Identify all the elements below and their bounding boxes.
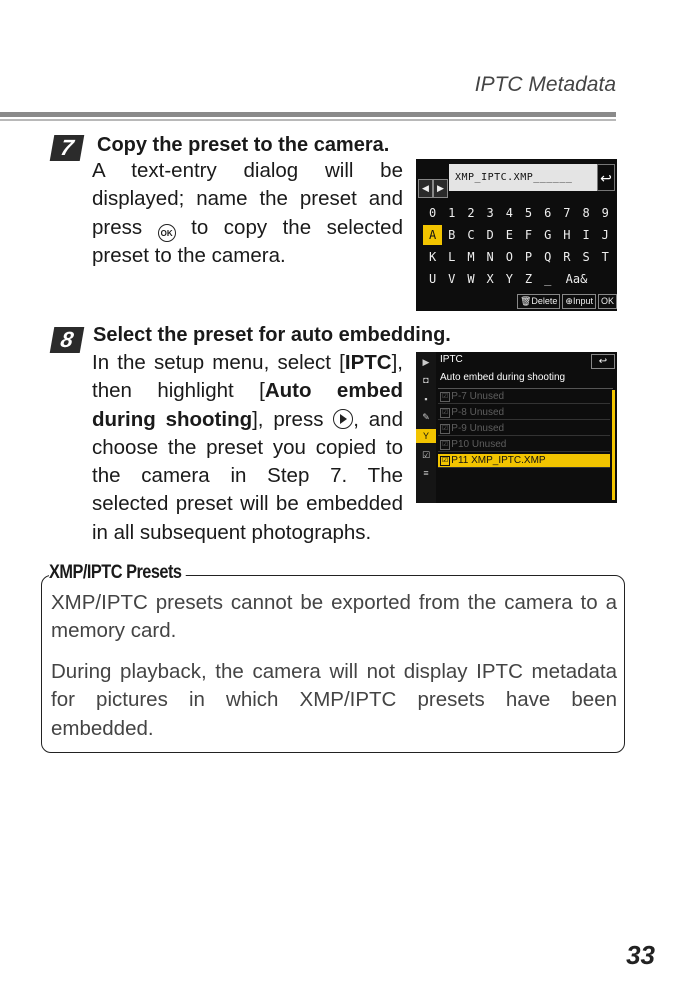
keyboard-row-0 [423,203,615,223]
keyboard-key[interactable]: W [467,272,475,286]
photo-menu-icon[interactable]: ◘ [423,375,429,385]
preset-icon: ☑ [442,393,449,400]
step-8-text-c: ], press [252,407,334,431]
running-head: IPTC Metadata [474,73,616,96]
step-8-body [92,349,403,547]
step-8-title: Select the preset for auto embedding. [93,324,451,346]
note-paragraph-2: During playback, the camera will not display IPTC metadata for pictures in which XMP/IPTC presets have been embedded. [51,660,617,740]
step-8-badge: 8 [50,327,85,353]
keyboard-key[interactable]: Z [524,272,533,286]
back-icon[interactable]: ↩ [597,164,615,191]
preset-icon: ☑ [442,425,449,432]
preset-icon: ☑ [442,409,449,416]
keyboard-key[interactable]: I [582,228,590,242]
keyboard-key[interactable]: L [448,250,456,264]
keyboard-key[interactable]: A [423,225,442,245]
keyboard-key[interactable]: C [467,228,475,242]
preset-label: Unused [469,407,505,418]
preset-row[interactable] [438,390,610,404]
menu-subtitle: Auto embed during shooting [440,372,566,383]
input-button[interactable]: ⊕Input [562,294,596,309]
step-8-text-a: In the setup menu, select [ [92,351,345,374]
preset-icon: ☑ [442,441,449,448]
keyboard-key[interactable]: O [505,250,513,264]
keyboard-footer [484,294,617,309]
page-number: 33 [626,940,655,970]
keyboard-key[interactable]: Aa& [565,272,588,286]
preset-number: P-7 [451,391,467,402]
step-8-text-b: ], then highlight [ [92,351,403,403]
keyboard-key[interactable]: U [428,272,437,286]
preset-number: P-9 [451,423,467,434]
preset-label: Unused [471,439,507,450]
keyboard-key[interactable]: E [505,228,513,242]
keyboard-key[interactable]: 6 [544,206,552,220]
keyboard-key[interactable]: 8 [582,206,590,220]
ok-button-icon: OK [158,224,176,242]
keyboard-key[interactable]: 2 [467,206,475,220]
keyboard-key[interactable]: X [486,272,494,286]
keyboard-key[interactable]: M [467,250,475,264]
step-7-title: Copy the preset to the camera. [97,134,390,156]
step-8-text-d: , and choose the preset you copied to the camera in Step 7. The selected preset will be embedded in all subsequent photographs. [92,407,403,544]
menu-title: IPTC [440,354,463,365]
preset-row[interactable] [438,422,610,436]
keyboard-key[interactable]: 4 [505,206,513,220]
keyboard-key[interactable]: 3 [486,206,494,220]
step-7-badge: 7 [50,135,85,161]
delete-button[interactable]: 🗑Delete [517,294,560,309]
keyboard-key[interactable]: 5 [524,206,533,220]
keyboard-key[interactable]: B [448,228,456,242]
retouch-menu-icon[interactable]: ☑ [421,450,431,460]
keyboard-key[interactable]: _ [544,272,552,286]
nav-left-icon: ◀ [418,179,433,198]
keyboard-key[interactable]: F [524,228,533,242]
movie-menu-icon[interactable]: ▪ [424,394,428,404]
iptc-menu-label: IPTC [344,351,392,374]
nav-right-icon: ▶ [433,179,448,198]
preset-label: Unused [469,423,505,434]
keyboard-key[interactable]: N [486,250,494,264]
note-paragraph-1: XMP/IPTC presets cannot be exported from the camera to a memory card. [51,591,617,643]
custom-settings-icon[interactable]: ✎ [422,412,430,422]
preset-name-field[interactable]: XMP_IPTC.XMP______ [449,164,597,191]
setup-menu-icon[interactable]: Y [416,429,436,443]
playback-menu-icon[interactable]: ▶ [422,357,430,367]
keyboard-key[interactable]: Q [544,250,552,264]
keyboard-key[interactable]: P [524,250,533,264]
keyboard-key[interactable]: 1 [448,206,456,220]
header-rule [0,112,616,117]
step-7-body [92,157,403,270]
keyboard-key[interactable]: 7 [563,206,571,220]
header-rule-thin [0,119,616,121]
keyboard-key[interactable]: Y [505,272,513,286]
multi-selector-right-icon [333,409,353,429]
keyboard-key[interactable]: G [544,228,552,242]
auto-embed-label: Auto embed during shooting [92,379,403,431]
preset-label: XMP_IPTC.XMP [471,455,546,466]
keyboard-key[interactable]: K [428,250,437,264]
keyboard-key[interactable]: 9 [601,206,609,220]
keyboard-key[interactable]: 0 [428,206,437,220]
keyboard-row-2 [423,247,615,267]
preset-row-selected[interactable] [438,454,610,468]
preset-number: P10 [451,439,470,450]
keyboard-key[interactable]: H [563,228,571,242]
preset-icon: ☑ [442,457,449,464]
menu-scrollbar[interactable] [612,390,615,500]
text-entry-screen [416,159,617,311]
menu-back-icon[interactable]: ↩ [591,354,615,369]
preset-row[interactable] [438,406,610,420]
keyboard-key[interactable]: T [601,250,609,264]
note-title: XMP/IPTC Presets [49,562,186,584]
keyboard-key[interactable]: S [582,250,590,264]
preset-label: Unused [469,391,505,402]
keyboard-key[interactable]: D [486,228,494,242]
step-7-text-b: to copy the selected preset to the camera. [92,215,403,267]
keyboard-row-3 [423,269,615,289]
ok-button[interactable]: OK [598,294,617,309]
keyboard-key[interactable]: R [563,250,571,264]
step-7-text-a: A text-entry dialog will be displayed; name the preset and press [92,159,403,239]
preset-row[interactable] [438,438,610,452]
keyboard-key[interactable]: J [601,228,609,242]
setup-menu-screen [416,352,617,503]
my-menu-icon[interactable]: ≡ [423,468,429,478]
preset-number: P-8 [451,407,467,418]
keyboard-key[interactable]: V [448,272,456,286]
keyboard-row-1 [423,225,615,245]
preset-number: P11 [451,455,469,466]
menu-separator [438,388,613,389]
